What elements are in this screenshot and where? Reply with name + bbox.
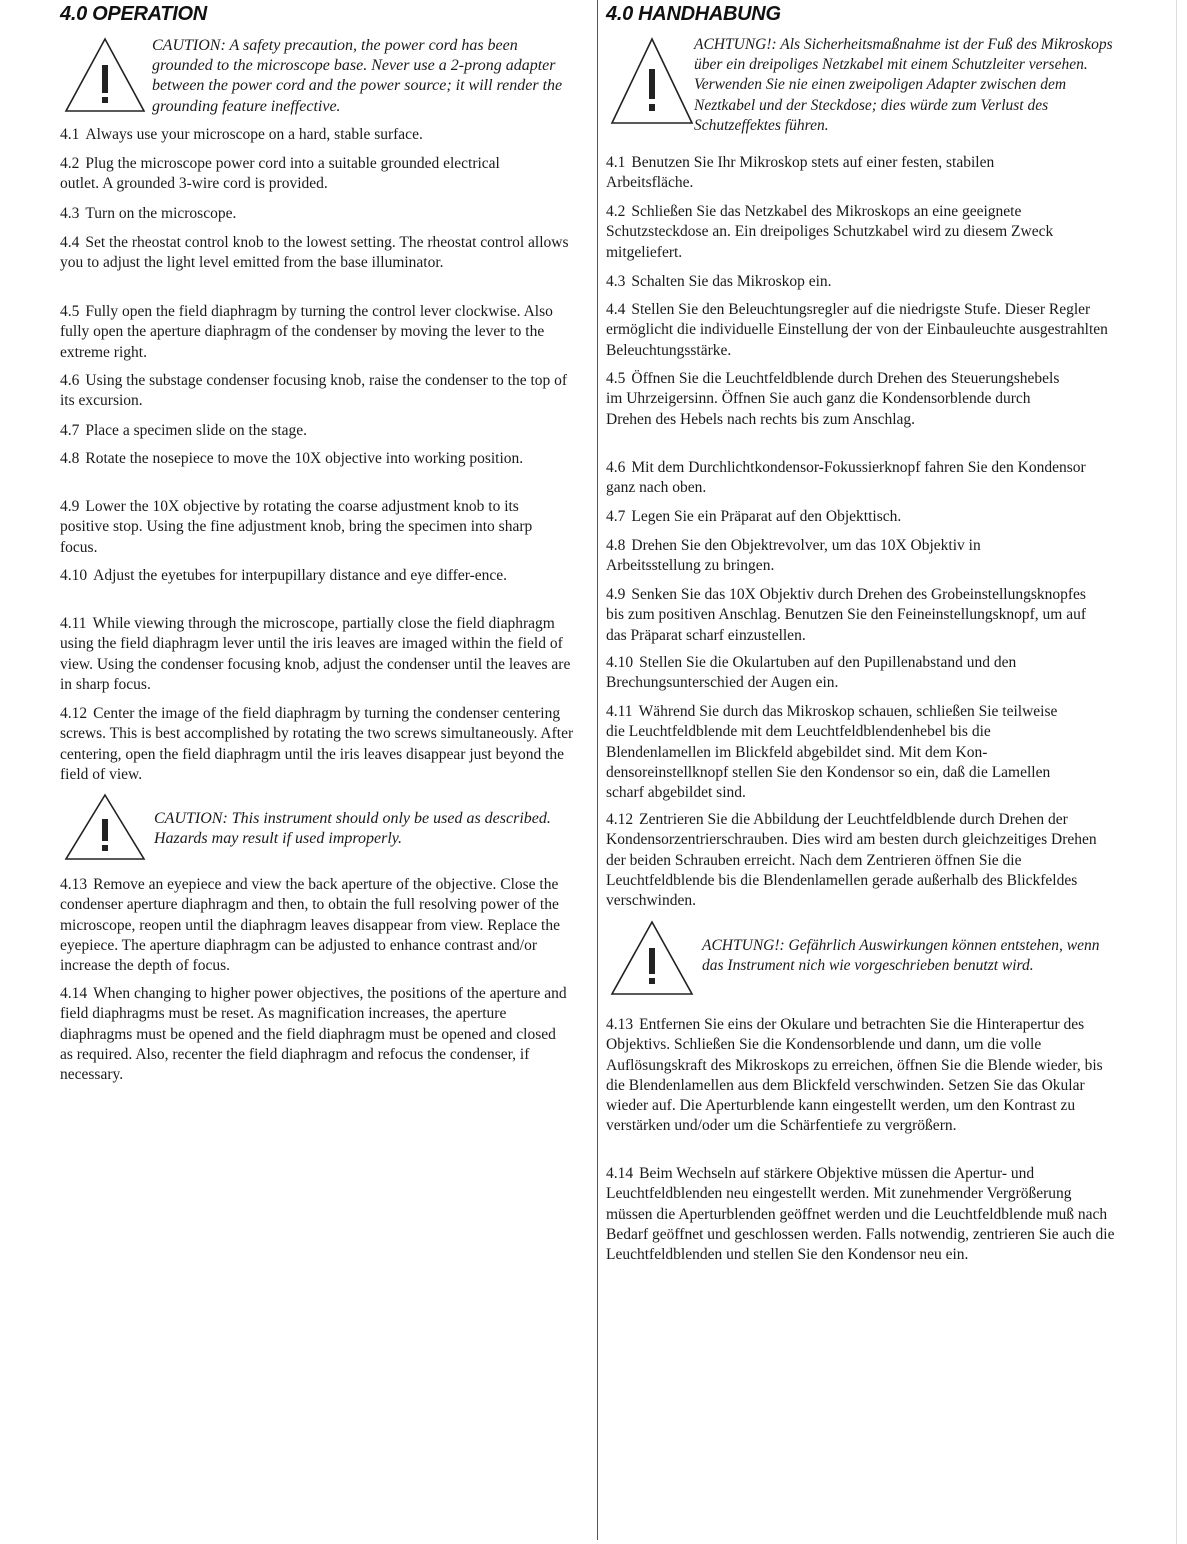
step-text: Schließen Sie das Netzkabel des Mikroskops an eine geeignete Schutzsteckdose an. Ein dreipoliges Schutzkabel wird zu diesem Zweck mitgeliefert. [606, 203, 1054, 261]
step-paragraph [60, 984, 572, 1085]
step-paragraph [60, 704, 575, 785]
step-paragraph [606, 202, 1096, 263]
step-paragraph [606, 507, 1116, 527]
step-number: 4.5 [60, 303, 80, 320]
step-number: 4.2 [60, 155, 80, 172]
step-text: Center the image of the field diaphragm by turning the condenser centering screws. This is best accomplished by rotating the two screws simultaneously. After centering, open the field diaphragm until the iris leaves disappear just beyond the field of view. [60, 705, 574, 783]
warning-triangle-icon [62, 35, 148, 115]
step-paragraph [60, 233, 572, 274]
step-paragraph [606, 810, 1118, 911]
step-number: 4.3 [60, 205, 80, 222]
caution-text [694, 35, 1114, 136]
step-paragraph [606, 369, 1066, 430]
step-number: 4.12 [60, 705, 88, 722]
caution-text [702, 936, 1122, 976]
step-number: 4.8 [60, 450, 80, 467]
step-paragraph [60, 614, 572, 695]
step-number: 4.11 [60, 615, 87, 632]
step-text: Zentrieren Sie die Abbildung der Leuchtfeldblende durch Drehen der Kondensorzentrierschrauben. Dies wird am besten durch gleichzeitiges Drehen der beiden Schrauben erreicht. Nach dem Zentrieren öffnen Sie die Leuchtfeldblende bis die Blendenlamellen gerade außerhalb des Blickfeldes verschwinden. [606, 811, 1097, 910]
step-text: Schalten Sie das Mikroskop ein. [631, 273, 832, 290]
caution-box [606, 918, 1124, 998]
step-number: 4.9 [60, 498, 80, 515]
step-paragraph [606, 536, 1066, 577]
step-text: While viewing through the microscope, partially close the field diaphragm using the field diaphragm lever until the iris leaves are imaged within the field of view. Using the condenser focusing knob, adjust the condenser until the leaves are in sharp focus. [60, 615, 571, 693]
step-text: Fully open the field diaphragm by turning the control lever clockwise. Also fully open the aperture diaphragm of the condenser by moving the lever to the extreme right. [60, 303, 553, 361]
section-title: 4.0 HANDHABUNG [606, 3, 781, 25]
step-text: Place a specimen slide on the stage. [85, 422, 308, 439]
caution-box [60, 35, 575, 119]
caution-text [154, 809, 554, 849]
step-paragraph [606, 653, 1096, 694]
caution-body: This instrument should only be used as described. Hazards may result if used improperly. [154, 810, 551, 848]
step-text: Benutzen Sie Ihr Mikroskop stets auf einer festen, stabilen Arbeitsfläche. [606, 154, 995, 192]
step-number: 4.12 [606, 811, 634, 828]
step-text: Remove an eyepiece and view the back aperture of the objective. Close the condenser aperture diaphragm and then, to obtain the full resolving power of the microscope, reopen until the diaphragm leaves disappear from view. Replace the eyepiece. The aperture diaphragm can be adjusted to enhance contrast and/or increase the depth of focus. [60, 876, 560, 975]
step-text: Entfernen Sie eins der Okulare und betrachten Sie die Hinterapertur des Objektivs. Schließen Sie die Kondensorblende und dann, um die volle Auflösungskraft des Mikroskops zu erreichen, öffnen Sie die Blende wieder, bis die Blendenlamellen aus dem Blickfeld verschwinden. Setzen Sie das Okular wieder auf. Die Aperturblende kann eingestellt werden, um den Kontrast zu verstärken und/oder um die Schärfentiefe zu vergrößern. [606, 1016, 1103, 1135]
step-text: Stellen Sie die Okulartuben auf den Pupillenabstand und den Brechungsunterschied der Augen ein. [606, 654, 1017, 692]
step-paragraph [60, 125, 572, 145]
step-text: Legen Sie ein Präparat auf den Objekttisch. [631, 508, 902, 525]
step-number: 4.6 [606, 459, 626, 476]
step-paragraph [606, 272, 1116, 292]
step-number: 4.5 [606, 370, 626, 387]
step-number: 4.2 [606, 203, 626, 220]
caution-label: ACHTUNG!: [702, 937, 785, 954]
caution-text [152, 36, 572, 117]
step-number: 4.10 [606, 654, 634, 671]
column-divider [597, 0, 598, 1540]
caution-box [60, 792, 575, 864]
caution-label: ACHTUNG!: [694, 36, 777, 53]
step-number: 4.14 [606, 1165, 634, 1182]
step-text: Using the substage condenser focusing knob, raise the condenser to the top of its excursion. [60, 372, 568, 410]
step-number: 4.11 [606, 703, 633, 720]
step-text: Während Sie durch das Mikroskop schauen, schließen Sie teilweise die Leuchtfeldblende mit dem Leuchtfeldblendenhebel bis die Blendenlamellen im Blickfeld abgebildet sind. Mit dem Kon-densoreinstellknopf stellen Sie den Kondensor so ein, daß die Lamellen scharf abgebildet sind. [606, 703, 1058, 802]
step-paragraph [60, 497, 560, 558]
caution-body: Als Sicherheitsmaßnahme ist der Fuß des Mikroskops über ein dreipoliges Netzkabel mit einem Schutzleiter versehen. Verwenden Sie nie einen zweipoligen Adapter zwischen dem Neztkabel und der Steckdose; dies würde zum Verlust des Schutzeffektes führen. [694, 36, 1113, 134]
caution-label: CAUTION: [152, 37, 226, 54]
warning-triangle-icon [62, 792, 148, 862]
step-paragraph [606, 702, 1076, 803]
step-text: When changing to higher power objectives, the positions of the aperture and field diaphragms must be reset. As magnification increases, the aperture diaphragms must be opened and the field diaphragm must be opened and closed as required. Also, recenter the field diaphragm and refocus the condenser, if necessary. [60, 985, 567, 1084]
section-title: 4.0 OPERATION [60, 3, 207, 25]
step-paragraph [606, 153, 1076, 194]
step-text: Beim Wechseln auf stärkere Objektive müssen die Apertur- und Leuchtfeldblenden neu eingestellt werden. Mit zunehmender Vergrößerung müssen die Aperturblenden geöffnet werden und die Leuchtfeldblende muß nach Bedarf geöffnet und geschlossen werden. Falls notwendig, zentrieren Sie auch die Leuchtfeldblenden und stellen Sie den Kondensor neu ein. [606, 1165, 1115, 1264]
step-text: Senken Sie das 10X Objektiv durch Drehen des Grobeinstellungsknopfes bis zum positiven Anschlag. Benutzen Sie den Feineinstellungsknopf, um auf das Präparat scharf einzustellen. [606, 586, 1087, 644]
step-number: 4.10 [60, 567, 88, 584]
caution-label: CAUTION: [154, 810, 228, 827]
step-paragraph [606, 1164, 1121, 1265]
step-text: Mit dem Durchlichtkondensor-Fokussierknopf fahren Sie den Kondensor ganz nach oben. [606, 459, 1086, 497]
step-text: Always use your microscope on a hard, stable surface. [85, 126, 423, 143]
caution-body: Gefährlich Auswirkungen können entstehen, wenn das Instrument nich wie vorgeschrieben benutzt wird. [702, 937, 1100, 975]
step-text: Adjust the eyetubes for interpupillary distance and eye differ-ence. [93, 567, 507, 584]
page-edge-mark [1176, 0, 1177, 1544]
step-number: 4.7 [606, 508, 626, 525]
step-number: 4.1 [60, 126, 80, 143]
step-number: 4.13 [606, 1016, 634, 1033]
step-paragraph [60, 371, 572, 412]
step-text: Stellen Sie den Beleuchtungsregler auf die niedrigste Stufe. Dieser Regler ermöglicht die individuelle Einstellung der von der Einbauleuchte ausgestrahlten Beleuchtungsstärke. [606, 301, 1108, 359]
step-text: Plug the microscope power cord into a suitable grounded electrical outlet. A grounded 3-wire cord is provided. [60, 155, 500, 193]
step-paragraph [606, 585, 1106, 646]
step-text: Öffnen Sie die Leuchtfeldblende durch Drehen des Steuerungshebels im Uhrzeigersinn. Öffnen Sie auch ganz die Kondensorblende durch Drehen des Hebels nach rechts bis zum Anschlag. [606, 370, 1060, 428]
step-number: 4.13 [60, 876, 88, 893]
step-paragraph [60, 302, 572, 363]
step-number: 4.4 [606, 301, 626, 318]
step-text: Lower the 10X objective by rotating the coarse adjustment knob to its positive stop. Using the fine adjustment knob, bring the specimen into sharp focus. [60, 498, 533, 556]
step-paragraph [606, 1015, 1118, 1137]
step-text: Rotate the nosepiece to move the 10X objective into working position. [85, 450, 524, 467]
caution-box [606, 35, 1124, 145]
warning-triangle-icon [608, 35, 696, 127]
step-text: Drehen Sie den Objektrevolver, um das 10X Objektiv in Arbeitsstellung zu bringen. [606, 537, 981, 575]
caution-body: A safety precaution, the power cord has been grounded to the microscope base. Never use a 2-prong adapter between the power cord and the power source; it will render the grounding feature ineffective. [152, 37, 563, 115]
warning-triangle-icon [608, 918, 696, 998]
step-paragraph [60, 566, 550, 586]
step-number: 4.8 [606, 537, 626, 554]
step-number: 4.14 [60, 985, 88, 1002]
step-number: 4.7 [60, 422, 80, 439]
step-paragraph [60, 421, 572, 441]
step-number: 4.9 [606, 586, 626, 603]
step-text: Turn on the microscope. [85, 205, 237, 222]
step-paragraph [606, 458, 1086, 499]
step-number: 4.1 [606, 154, 626, 171]
step-paragraph [606, 300, 1112, 361]
step-number: 4.4 [60, 234, 80, 251]
step-text: Set the rheostat control knob to the lowest setting. The rheostat control allows you to adjust the light level emitted from the base illuminator. [60, 234, 569, 272]
step-paragraph [60, 875, 575, 976]
step-number: 4.6 [60, 372, 80, 389]
step-number: 4.3 [606, 273, 626, 290]
step-paragraph [60, 449, 540, 469]
step-paragraph [60, 204, 572, 224]
step-paragraph [60, 154, 540, 195]
